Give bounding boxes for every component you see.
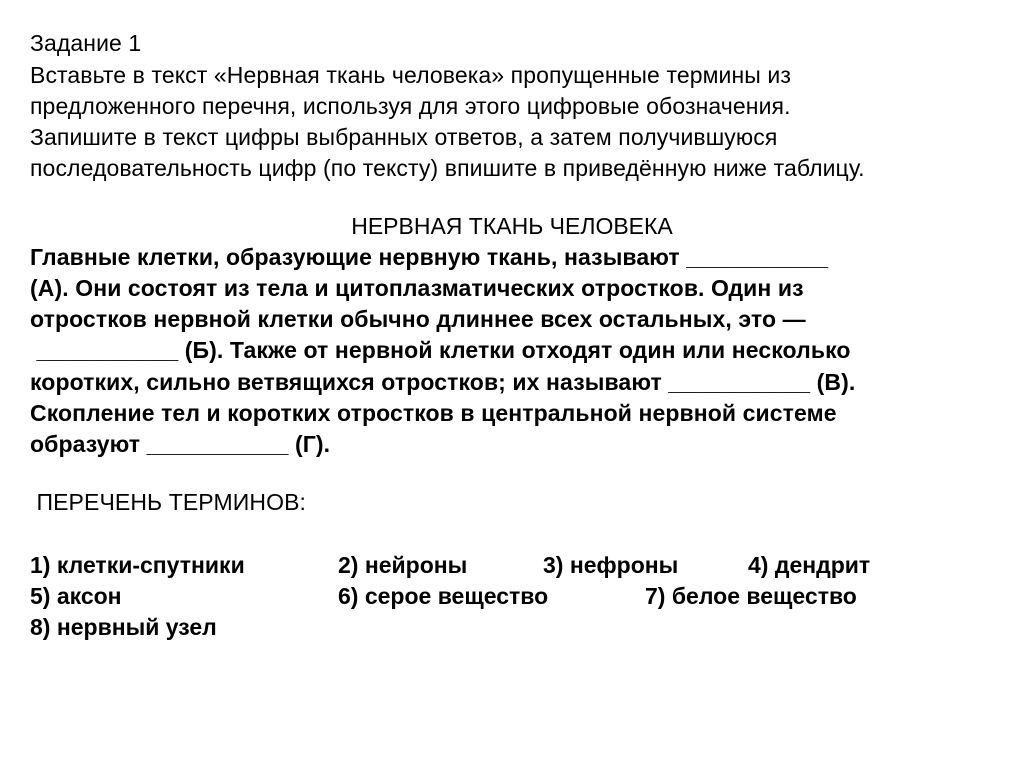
task-instruction-line: Вставьте в текст «Нервная ткань человека» пропущенные термины из (30, 62, 791, 88)
text-line: Главные клетки, образующие нервную ткань, называют ___________ (30, 244, 829, 270)
term-item: 8) нервный узел (30, 614, 217, 640)
text-line: отростков нервной клетки обычно длиннее всех остальных, это — (30, 306, 806, 332)
task-instruction-line: последовательность цифр (по тексту) впишите в приведённую ниже таблицу. (30, 155, 865, 181)
term-item: 5) аксон (30, 583, 122, 609)
term-item: 6) серое вещество (338, 583, 549, 609)
text-title: НЕРВНАЯ ТКАНЬ ЧЕЛОВЕКА (351, 213, 673, 239)
term-item: 1) клетки-спутники (30, 552, 245, 578)
text-line: Скопление тел и коротких отростков в центральной нервной системе (30, 400, 837, 426)
task-instruction-line: предложенного перечня, используя для этого цифровые обозначения. (30, 93, 791, 119)
text-line: (А). Они состоят из тела и цитоплазматических отростков. Один из (30, 275, 804, 301)
term-item: 3) нефроны (543, 552, 679, 578)
terms-heading: ПЕРЕЧЕНЬ ТЕРМИНОВ: (30, 489, 307, 515)
task-heading: Задание 1 (30, 30, 142, 56)
term-item: 4) дендрит (748, 552, 871, 578)
text-line: образуют ___________ (Г). (30, 431, 331, 457)
task-instruction-line: Запишите в текст цифры выбранных ответов, а затем получившуюся (30, 124, 778, 150)
term-item: 2) нейроны (338, 552, 468, 578)
text-line: коротких, сильно ветвящихся отростков; их называют ___________ (В). (30, 369, 856, 395)
term-item: 7) белое вещество (645, 583, 857, 609)
text-line: ___________ (Б). Также от нервной клетки отходят один или несколько (30, 337, 851, 363)
